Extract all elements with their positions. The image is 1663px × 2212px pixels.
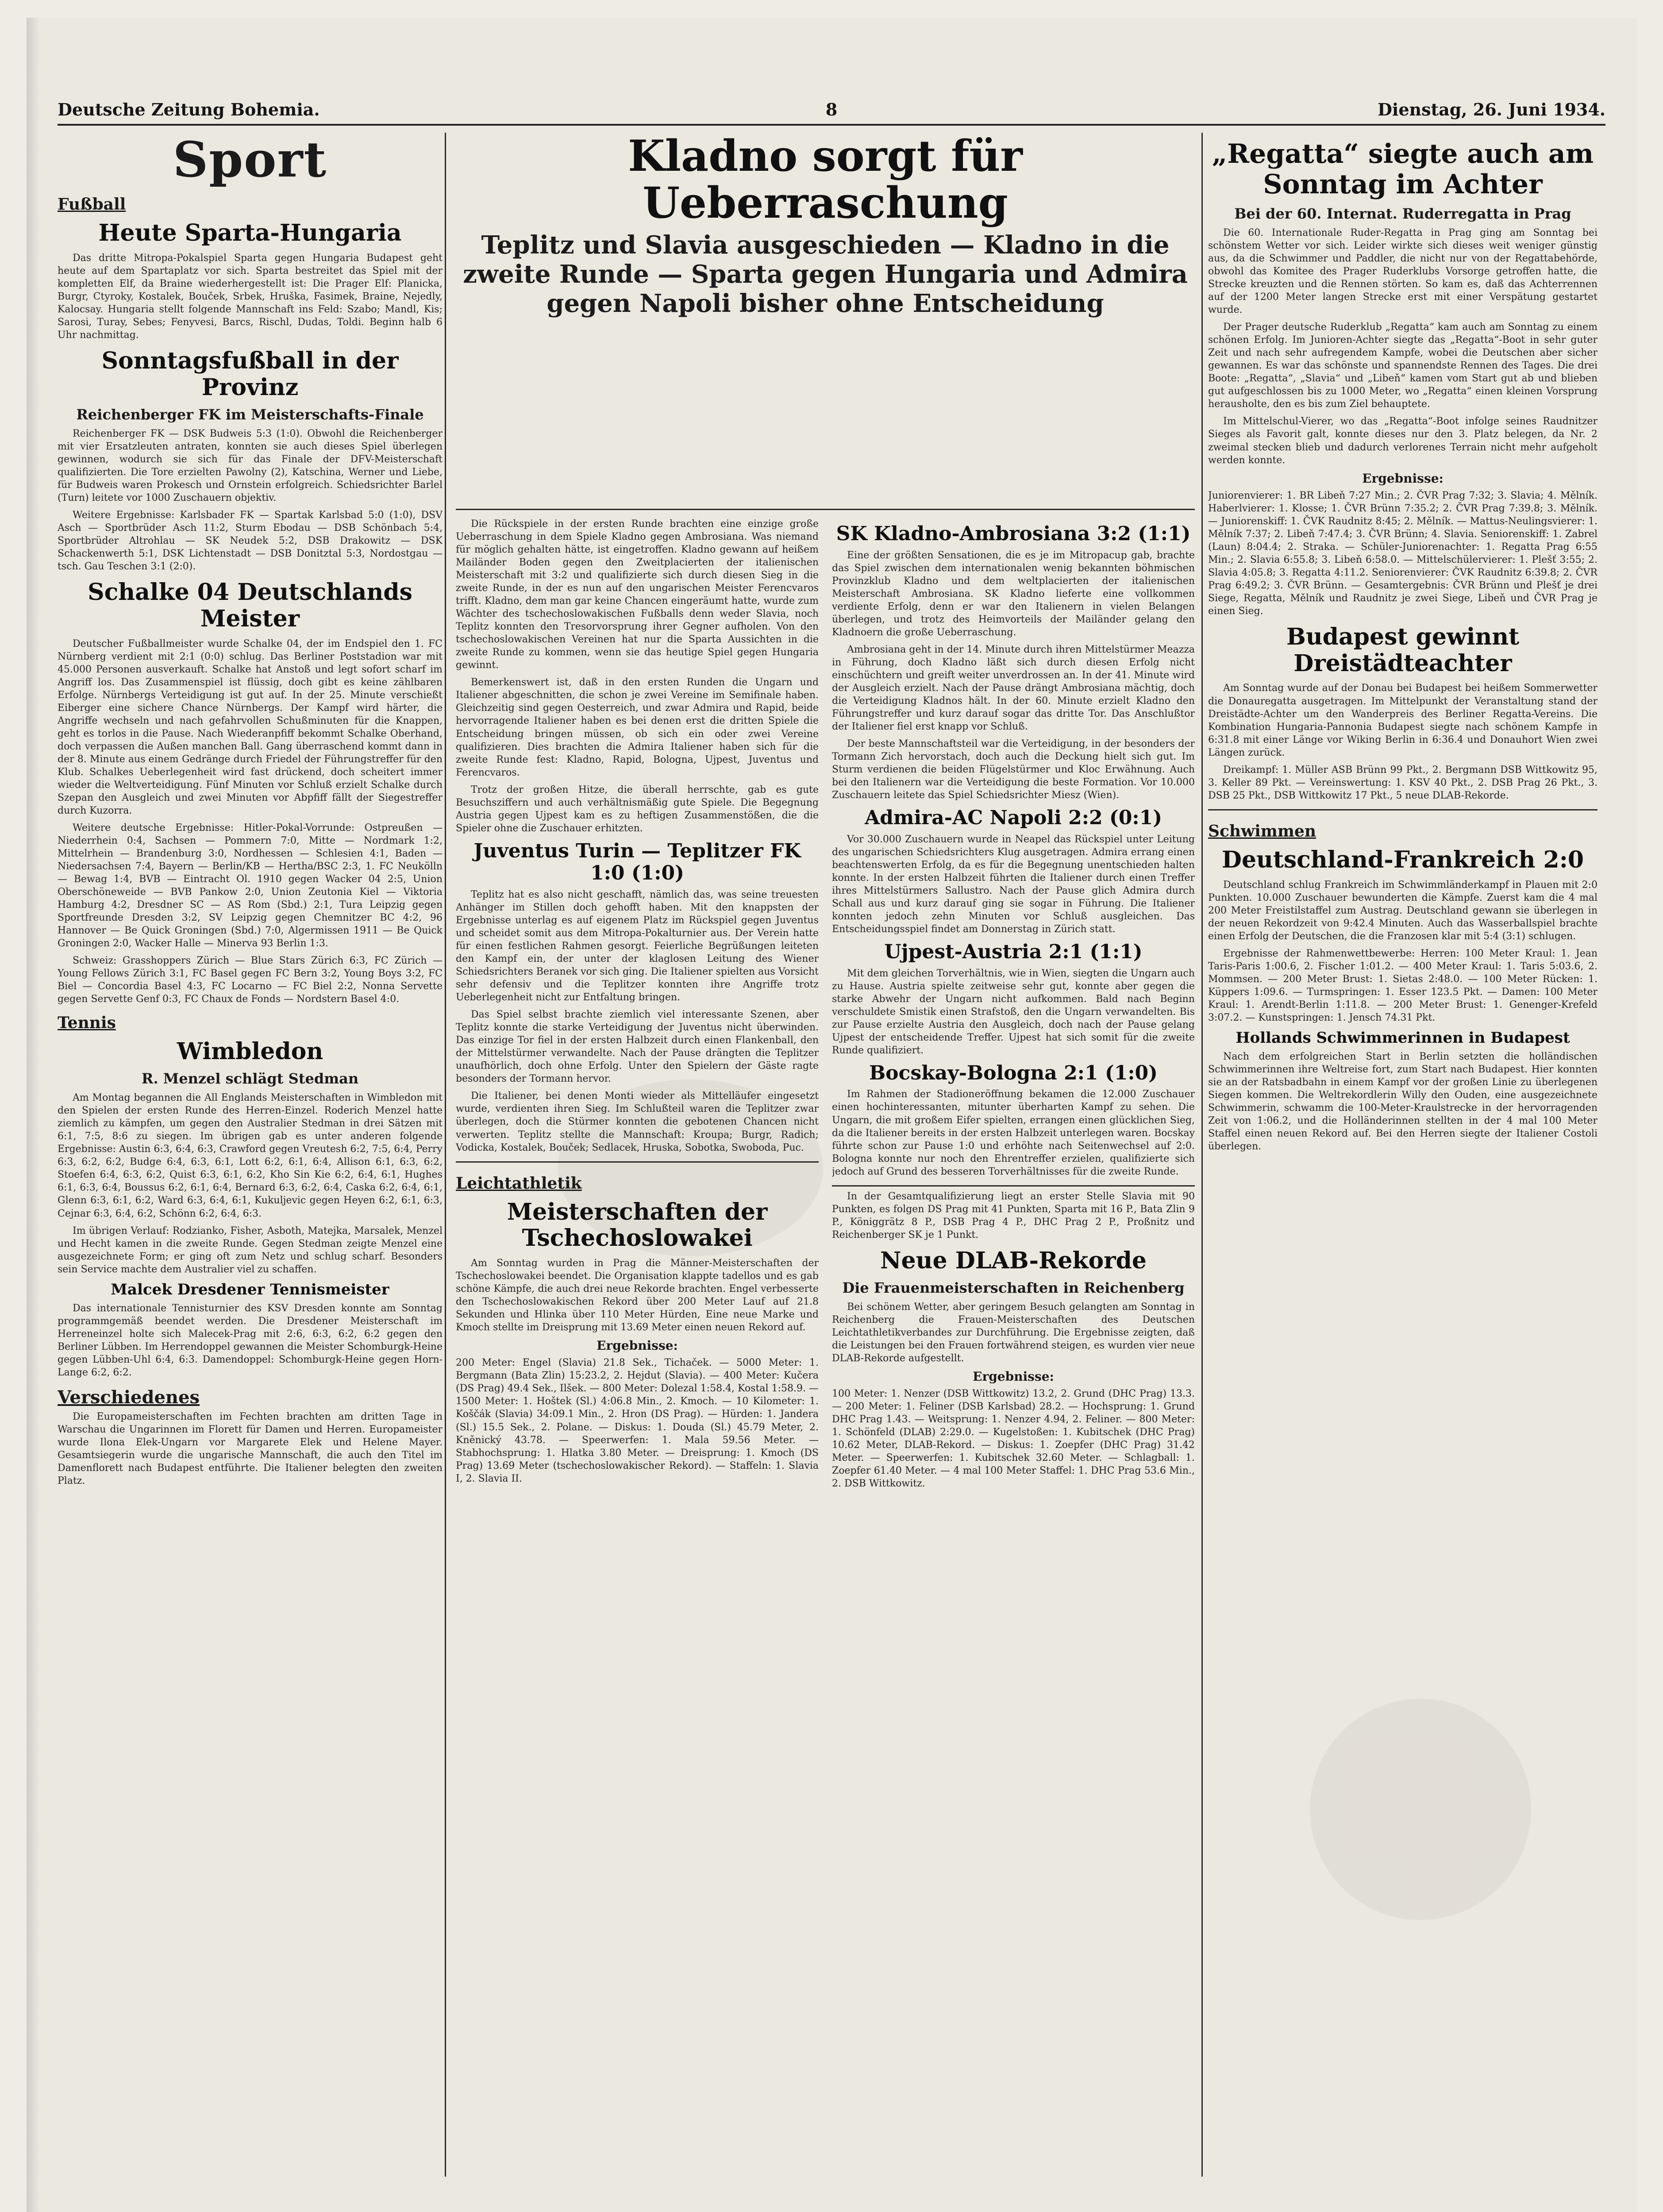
article-body: Die Italiener, bei denen Monti wieder als Mittelläufer eingesetzt wurde, verdienten ihren Sieg. Im Schlußteil waren die Teplitzer zwar überlegen, doch die Stürmer konnten die gebotenen Chancen nicht verwerten. Teplitz stellte die Mannschaft: Kroupa; Burgr, Radich; Vodicka, Kostalek, Bouček; Sedlacek, Hruska, Sobotka, Swoboda, Puc.: [456, 1091, 819, 1153]
results-label: Ergebnisse:: [1362, 471, 1444, 486]
article-body: Das internationale Tennisturnier des KSV Dresden konnte am Sonntag programmgemäß beendet werden. Die Dresdener Meisterschaft im Herreneinzel holte sich Malecek-Prag mit 2:6, 6:3, 6:2, 6:2 gegen den Berliner Lübben. Im Herrendoppel gewannen die Meister Schomburgk-Heine gegen Lübben-Uhl 6:4, 6:3. Damendoppel: Schomburgk-Heine gegen Horn-Lange 6:2, 6:2.: [58, 1302, 443, 1378]
headline-bocskay-bologna: Bocskay-Bologna 2:1 (1:0): [869, 1061, 1158, 1084]
issue-date: Dienstag, 26. Juni 1934.: [1377, 100, 1605, 119]
section-title: Sport: [173, 133, 327, 188]
article-body: Das dritte Mitropa-Pokalspiel Sparta gegen Hungaria Budapest geht heute auf dem Spartaplatz vor sich. Sparta bestreitet das Spiel mit der kompletten Elf, da Braine wiederhergestellt ist: Die Prager Elf: Planicka, Burgr, Ctyroky, Kostalek, Bouček, Srbek, Hruška, Fasimek, Braine, Nejedly, Kalocsay. Hungaria stellt folgende Mannschaft ins Feld: Szabo; Mandl, Kis; Sarosi, Turay, Sebes; Fenyvesi, Barcs, Rischl, Dudas, Toldi. Beginn halb 6 Uhr nachmittag.: [58, 252, 443, 341]
subheadline-frauenmeisterschaften: Die Frauenmeisterschaften in Reichenberg: [842, 1279, 1185, 1296]
article-body: Am Sonntag wurden in Prag die Männer-Meisterschaften der Tschechoslowakei beendet. Die Organisation klappte tadellos und es gab schöne Kämpfe, die auch drei neue Rekorde brachten. Engel verbesserte den Tschechoslowakischen Rekord über 200 Meter Lauf auf 21.8 Sekunden und Hlinka über 110 Meter Hürden, Eine neue Marke und Kmoch stellte im Dreisprung mit 13.69 Meter einen neuen Rekord auf.: [456, 1258, 819, 1333]
article-body: Nach dem erfolgreichen Start in Berlin setzten die holländischen Schwimmerinnen ihre Weltreise fort, zum Start nach Budapest. Hier konnten sie an der Ratsbadbahn in einem Kampf vor der großen Linie zu überlegenen Siegen kommen. Die Weltrekordlerin Willy den Ouden, eine ausgezeichnete Schwimmerin, schwamm die 100-Meter-Kraulstrecke in der hervorragenden Zeit von 1:06.2, und die Holländerinnen stellten in der 4 mal 100 Meter Staffel einen neuen Rekord auf. Bei den Herren siegte der Italiener Costoli überlegen.: [1208, 1051, 1598, 1152]
kicker-leichtathletik: Leichtathletik: [456, 1174, 582, 1193]
headline-sparta-hungaria: Heute Sparta-Hungaria: [98, 219, 402, 246]
article-body: Eine der größten Sensationen, die es je im Mitropacup gab, brachte das Spiel zwischen dem internationalen wenig bekannten böhmischen Provinzklub Kladno und dem weltplacierten der italienischen Meisterschaft Ambrosiana. SK Kladno lieferte eine vollkommen verdiente Erfolg, denn er war den Italienern in vielen Belangen überlegen, und trotz des Heimvorteils der Mailänder gelang den Kladnoern die große Ueberraschung.: [832, 549, 1195, 638]
results-list: Ergebnisse der Rahmenwettbewerbe: Herren: 100 Meter Kraul: 1. Jean Taris-Paris 1:00.6, 2. Fischer 1:01.2. — 400 Meter Kraul: 1. Taris 5:03.6, 2. Mommsen. — 200 Meter Brust: 1. Sietas 2:48.0. — 100 Meter Rücken: 1. Küppers 1:09.6. — Turmspringen: 1. Esser 123.5 Pkt. — Damen: 100 Meter Kraul: 1. Arendt-Berlin 1:11.8. — 200 Meter Brust: 1. Genenger-Krefeld 3:07.2. — Kunstspringen: 1. Jensch 74.31 Pkt.: [1208, 948, 1598, 1023]
lead-divider: [456, 509, 1195, 510]
article-body: Am Sonntag wurde auf der Donau bei Budapest bei heißem Sommerwetter die Donauregatta ausgetragen. Im Mittelpunkt der Veranstaltung stand der Dreistädte-Achter um den Wanderpreis des Berliner Regatta-Vereins. Die Kombination Hungaria-Pannonia Budapest siegte nach schönem Kampfe in 6:31.8 mit einer Länge vor Wiking Berlin in 6:36.4 und Donauhort Wien zwei Längen zurück.: [1208, 683, 1598, 758]
newspaper-name: Deutsche Zeitung Bohemia.: [58, 100, 320, 119]
article-body: Im Rahmen der Stadioneröffnung bekamen die 12.000 Zuschauer einen hochinteressanten, mitunter überharten Kampf zu sehen. Die Ungarn, die mit großem Eifer spielten, errangen einen glücklichen Sieg, da die Italiener bereits in der ersten Halbzeit unterlegen waren. Bocskay führte schon zur Pause 1:0 und erhöhte nach Seitenwechsel auf 2:0. Bologna konnte nur noch den Ehrentreffer erzielen, qualifizierte sich jedoch auf Grund des besseren Torverhältnisses für die zweite Runde.: [832, 1089, 1195, 1177]
headline-dlab-rekorde: Neue DLAB-Rekorde: [880, 1247, 1147, 1274]
article-body: In der Gesamtqualifizierung liegt an erster Stelle Slavia mit 90 Punkten, es folgen DS Prag mit 41 Punkten, Sparta mit 16 P., Bata Zlin 9 P., Königgrätz 8 P., DSB Prag 4 P., DHC Prag 2 P., Proßnitz und Reichenberger SK je 1 Punkt.: [832, 1190, 1195, 1240]
subheadline-menzel: R. Menzel schlägt Stedman: [141, 1070, 359, 1087]
column-right: [1208, 133, 1598, 2177]
article-body: Am Montag begannen die All Englands Meisterschaften in Wimbledon mit den Spielen der ersten Runde des Herren-Einzel. Roderich Menzel hatte ziemlich zu kämpfen, um gegen den Australier Stedman in drei Sätzen mit 6:1, 7:5, 8:6 zu siegen. Im übrigen gab es unter anderen folgende Ergebnisse: Austin 6:3, 6:4, 6:3, Crawford gegen Vreutesh 6:2, 7:5, 6:4, Perry 6:3, 6:2, 6:2, Budge 6:4, 6:3, 6:1, Lott 6:2, 6:1, 6:4, Allison 6:1, 6:3, 6:2, Stoefen 6:4, 6:3, 6:2, Quist 6:3, 6:1, 6:2, Kho Sin Kie 6:2, 6:4, 6:1, Hughes 6:1, 6:3, 6:4, Boussus 6:2, 6:1, 6:4, Bernard 6:3, 6:2, 6:4, Caska 6:2, 6:4, 6:1, Glenn 6:3, 6:1, 6:2, Ward 6:3, 6:4, 6:1, Kukuljevic gegen Heyen 6:2, 6:1, 6:3, Cejnar 6:3, 6:4, 6:2, Schönn 6:2, 6:4, 6:3.: [58, 1092, 443, 1219]
main-headline: Kladno sorgt für Ueberraschung: [628, 133, 1023, 228]
article-body: Die Europameisterschaften im Fechten brachten am dritten Tage in Warschau die Ungarinnen im Florett für Damen und Herren. Europameister wurde Ilona Elek-Ungarn vor Margarete Elek und Helene Mayer. Gesamtsiegerin wurde die ungarische Mannschaft, die auch den Titel im Damenflorett nach Budapest entführte. Die Italiener belegten den zweiten Platz.: [58, 1411, 443, 1487]
article-body: Ambrosiana geht in der 14. Minute durch ihren Mittelstürmer Meazza in Führung, doch Kladno läßt sich durch diesen Erfolg nicht einschüchtern und greift weiter unverdrossen an. In der 41. Minute wird der Ausgleich erzielt. Nach der Pause drängt Ambrosiana mächtig, doch die Verteidigung Kladnos hält. In der 60. Minute erzielt Kladno den Führungstreffer und kurz darauf sogar das dritte Tor. Das Anschlußtor der Italiener fiel erst knapp vor Schluß.: [832, 644, 1195, 732]
article-body: Vor 30.000 Zuschauern wurde in Neapel das Rückspiel unter Leitung des ungarischen Schiedsrichters Klug ausgetragen. Admira errang einen beachtenswerten Erfolg, da es für die Begegnung unentschieden halten konnte. In der ersten Halbzeit führten die Italiener durch einen Treffer ihres Mittelstürmers Sallustro. Nach der Pause glich Admira durch Schall aus und kurz darauf ging sie sogar in Führung. Die Italiener konnten jedoch zehn Minuten vor Schluß ausgleichen. Das Entscheidungsspiel findet am Donnerstag in Zürich statt.: [832, 833, 1195, 935]
results-list: Juniorenvierer: 1. BR Libeň 7:27 Min.; 2. ČVR Prag 7:32; 3. Slavia; 4. Mělník. Haberlvierer: 1. Klosse; 1. ČVR Brünn 7:35.2; 2. ČVR Prag 7:39.8; 3. Mělník. — Juniorenskiff: 1. ČVK Raudnitz 8:45; 2. Mělník. — Mattus-Neulingsvierer: 1. Mělník 7:37; 2. Libeň 7:47.4; 3. ČVR Brünn; 4. Slavia. Seniorenskiff: 1. Zabrel (Laun) 8:04.4; 2. Straka. — Schüler-Juniorenachter: 1. Regatta Prag 6:55 Min.; 2. Slavia 6:55.8; 3. Libeň 6:58.0. — Mittelschülervierer: 1. Plešť 3:55; 2. Slavia 4:05.8; 3. Regatta 4:11.2. Seniorenvierer: ČVK Raudnitz 6:39.8; 2. ČVR Prag 6:49.2; 3. ČVR Brünn. — Gesamtergebnis: ČVR Brünn und Plešť je drei Siege, Regatta, Mělník und Raudnitz je zwei Siege, Libeň und ČVR Prag je einen Sieg.: [1208, 490, 1598, 617]
column-left: [58, 133, 443, 2177]
headline-kladno-ambrosiana: SK Kladno-Ambrosiana 3:2 (1:1): [836, 522, 1191, 545]
article-body: Teplitz hat es also nicht geschafft, nämlich das, was seine treuesten Anhänger im Stillen doch gehofft haben. Mit den knappsten der Ergebnisse unterlag es auf eigenem Platz im Rückspiel gegen Juventus und scheidet somit aus dem Mitropa-Pokalturnier aus. Der Verein hatte für einen festlichen Rahmen gesorgt. Feierliche Begrüßungen leiteten den Kampf ein, der unter der klaglosen Leitung des Wiener Schiedsrichters Beranek vor sich ging. Die Italiener spielten aus Vorsicht sehr defensiv und die Teplitzer konnten ihre Angriffe trotz Ueberlegenheit nicht zur Entfaltung bringen.: [456, 889, 819, 1003]
page-number: 8: [825, 100, 838, 119]
article-body: Mit dem gleichen Torverhältnis, wie in Wien, siegten die Ungarn auch zu Hause. Austria spielte zeitweise sehr gut, konnte aber gegen die starke Abwehr der Ungarn nicht aufkommen. Bald nach Beginn verschuldete Smistik einen Strafstoß, den die Ungarn verwandelten. Bis zur Pause erzielte Austria den Ausgleich, doch nach der Pause gelang Ujpest der entscheidende Treffer. Ujpest hat sich somit für die zweite Runde qualifiziert.: [832, 968, 1195, 1056]
article-body: Deutschland schlug Frankreich im Schwimmländerkampf in Plauen mit 2:0 Punkten. 10.000 Zuschauer bewunderten die Kämpfe. Zuerst kam die 4 mal 200 Meter Freistilstaffel zum Austrag. Deutschland gewann sie überlegen in der neuen Rekordzeit von 9:42.4 Minuten. Auch das Wasserballspiel brachte einen Erfolg der Deutschen, die die Franzosen klar mit 5:4 (3:1) schlugen.: [1208, 879, 1598, 942]
headline-provinz: Sonntagsfußball in der Provinz: [101, 347, 399, 401]
kicker-tennis: Tennis: [58, 1014, 116, 1033]
article-body: Die Rückspiele in der ersten Runde brachten eine einzige große Ueberraschung in dem Spiele Kladno gegen Ambrosiana. Was niemand für möglich gehalten hätte, ist eingetroffen. Kladno gewann auf heißem Mailänder Boden gegen den Zweitplacierten der italienischen Meisterschaft mit 3:2 und qualifizierte sich durch diesen Sieg in die zweite Runde, in der es nun auf den ungarischen Meister Ferencvaros trifft. Kladno, dem man gar keine Chancen eingeräumt hatte, wurde zum Wächter des tschechoslowakischen Fußballs denn weder Slavia, noch Teplitz konnten den Tresorvorsprung ihrer Gegner aufholen. Von den tschechoslowakischen Vereinen hat nur die Sparta Aussichten in die zweite Runde zu kommen, wenn sie das heutige Spiel gegen Hungaria gewinnt.: [456, 518, 819, 671]
page-edge-shadow: [27, 18, 40, 2212]
running-head: [58, 93, 1605, 126]
article-body: Die 60. Internationale Ruder-Regatta in Prag ging am Sonntag bei schönstem Wetter vor sich. Leider wirkte sich dieses weit weniger günstig aus, da die Schwimmer und Paddler, die nicht nur von der Regattabehörde, obwohl das Komitee des Prager Ruderklubs Vorsorge getroffen hatte, die Strecke kreuzten und die Rennen störten. So kam es, daß das Achterrennen auf der 1200 Meter langen Strecke erst mit einer Verspätung gestartet wurde.: [1208, 227, 1598, 316]
column-center-right: [832, 518, 1195, 2177]
kicker-schwimmen: Schwimmen: [1208, 822, 1317, 841]
headline-schalke: Schalke 04 Deutschlands Meister: [88, 578, 412, 632]
headline-admira-napoli: Admira-AC Napoli 2:2 (0:1): [864, 806, 1163, 830]
article-body: Das Spiel selbst brachte ziemlich viel interessante Szenen, aber Teplitz konnte die starke Verteidigung der Juventus nicht überwinden. Das einzige Tor fiel in der ersten Halbzeit durch einen Flankenball, den der Mittelstürmer verwandelte. Nach der Pause drängten die Teplitzer unaufhörlich, doch ohne Erfolg. Unter den Spielern der Gäste ragte besonders der Tormann hervor.: [456, 1009, 819, 1085]
results-list: 200 Meter: Engel (Slavia) 21.8 Sek., Tichaček. — 5000 Meter: 1. Bergmann (Bata Zlin) 15:23.2, 2. Hejdut (Slavia). — 400 Meter: Kučera (DS Prag) 49.4 Sek., Ilšek. — 800 Meter: Dolezal 1:58.4, Kostal 1:58.9. — 1500 Meter: 1. Hoštek (Sl.) 4:06.8 Min., 2. Kmoch. — 10 Kilometer: 1. Koščák (Slavia) 34:09.1 Min., 2. Hron (DS Prag). — Hürden: 1. Jandera (Sl.) 15.5 Sek., 2. Polane. — Diskus: 1. Douda (Sl.) 45.79 Meter, 2. Kněnický 43.78. — Speerwerfen: 1. Mala 59.56 Meter. — Stabhochsprung: 1. Hlatka 3.80 Meter. — Dreisprung: 1. Kmoch (DS Prag) 13.69 Meter (tschechoslowakischer Rekord). — Staffeln: 1. Slavia I, 2. Slavia II.: [456, 1357, 819, 1484]
headline-regatta: „Regatta“ siegte auch am Sonntag im Achter: [1212, 138, 1594, 200]
results-label: Ergebnisse:: [973, 1369, 1054, 1384]
headline-ujpest-austria: Ujpest-Austria 2:1 (1:1): [884, 941, 1143, 964]
results-list: 100 Meter: 1. Nenzer (DSB Wittkowitz) 13.2, 2. Grund (DHC Prag) 13.3. — 200 Meter: 1. Feliner (DSB Karlsbad) 28.2. — Hochsprung: 1. Grund DHC Prag 1.43. — Weitsprung: 1. Nenzer 4.94, 2. Feliner. — 800 Meter: 1. Schönfeld (DLAB) 2:29.0. — Kugelstoßen: 1. Kubitschek (DHC Prag) 10.62 Meter, DLAB-Rekord. — Diskus: 1. Zoepfer (DHC Prag) 31.42 Meter. — Speerwerfen: 1. Kubitschek 32.60 Meter. — Schlagball: 1. Zoepfer 61.40 Meter. — 4 mal 100 Meter Staffel: 1. DHC Prag 53.6 Min., 2. DSB Wittkowitz.: [832, 1388, 1195, 1489]
results-label: Ergebnisse:: [597, 1338, 678, 1353]
lead-story-header: [456, 133, 1195, 513]
headline-verschiedenes: Verschiedenes: [58, 1386, 200, 1408]
article-body: Im Mittelschul-Vierer, wo das „Regatta“-Boot infolge seines Raudnitzer Sieges als Favorit galt, konnte dieses nur den 3. Platz belegen, da Nr. 2 zweimal stecken blieb und dadurch verlorenes Terrain nicht mehr aufgeholt werden konnte.: [1208, 416, 1598, 466]
article-body: Bemerkenswert ist, daß in den ersten Runden die Ungarn und Italiener abgeschnitten, die schon je zwei Vereine im Semifinale haben. Gleichzeitig sind gegen Oesterreich, und zwar Admira und Rapid, beide hervorragende Italiener haben es bei denen erst die dritten Spiele die Entscheidung bringen müssen, ob sich ein oder zwei Vereine qualifizieren. Dies brachten die Admira Italiener haben sich für die zweite Runde fest: Kladno, Rapid, Bologna, Ujpest, Juventus und Ferencvaros.: [456, 677, 819, 778]
column-rule: [1201, 133, 1203, 2177]
article-body: Deutscher Fußballmeister wurde Schalke 04, der im Endspiel den 1. FC Nürnberg verdient mit 2:1 (0:0) schlug. Das Berliner Poststadion war mit 45.000 Personen ausverkauft. Schalke hat Anstoß und legt sofort scharf im Angriff los. Das Zusammenspiel ist flüssig, doch gibt es keine zählbaren Erfolge. Nürnbergs Verteidigung ist gut auf. In der 25. Minute verschießt Eiberger eine sichere Chance Nürnbergs. Der Kampf wird härter, die Angriffe wechseln und nach gefahrvollen Schußminuten für die Knappen, geht es torlos in die Pause. Nach Wiederanpfiff bekommt Schalke Oberhand, doch verpassen die Außen manchen Ball. Gang überraschend kommt dann in der 8. Minute aus einem Gedränge durch Friedel der Führungstreffer für den Klub. Schalkes Ueberlegenheit wird fast drückend, doch scheitert immer wieder die Weltverteidigung. Fünf Minuten vor Schluß erzielt Schalke durch Szepan den Ausgleich und zwei Minuten vor Abpfiff fällt der Siegestreffer durch Kuzorra.: [58, 638, 443, 816]
headline-wimbledon: Wimbledon: [177, 1038, 323, 1065]
headline-budapest-dreistaedte: Budapest gewinnt Dreistädteachter: [1286, 623, 1520, 677]
article-body: Im übrigen Verlauf: Rodzianko, Fisher, Asboth, Matejka, Marsalek, Menzel und Hecht kamen in die zweite Runde. Gegen Stedman zeigte Menzel eine ausgezeichnete Form; er ging oft zum Netz und schlug scharf. Besonders sein Service machte dem Australier viel zu schaffen.: [58, 1225, 443, 1275]
kicker-fussball: Fußball: [58, 195, 126, 214]
subheadline-ruderregatta: Bei der 60. Internat. Ruderregatta in Prag: [1234, 205, 1571, 222]
column-rule: [445, 133, 446, 2177]
subheadline-reichenberger: Reichenberger FK im Meisterschafts-Finale: [76, 406, 424, 423]
article-body: Trotz der großen Hitze, die überall herrschte, gab es gute Besuchsziffern und auch verhältnismäßig gute Spiele. Die Begegnung Austria gegen Ujpest kam es zu heftigen Zusammenstößen, die die Spieler ohne die Zuschauer erhitzten.: [456, 784, 819, 834]
headline-deutschland-frankreich: Deutschland-Frankreich 2:0: [1221, 846, 1584, 873]
results-list: Dreikampf: 1. Müller ASB Brünn 99 Pkt., 2. Bergmann DSB Wittkowitz 95, 3. Keller 89 Pkt. — Vereinswertung: 1. KSV 40 Pkt., 2. DSB Prag 26 Pkt., 3. DSB 25 Pkt., DSB Wittkowitz 17 Pkt., 5 neue DLAB-Rekorde.: [1208, 764, 1598, 801]
article-body: Weitere Ergebnisse: Karlsbader FK — Spartak Karlsbad 5:0 (1:0), DSV Asch — Sportbrüder Asch 11:2, Sturm Ebodau — DSB Schönbach 5:4, Sportbrüder Altrohlau — SK Neudek 5:2, DSB Drakowitz — DSK Schackenwerth 5:1, DSK Lichtenstadt — DSB Donitztal 5:3, Nordostgau — tsch. Gau Teschen 3:1 (2:0).: [58, 509, 443, 572]
headline-malcek: Malcek Dresdener Tennismeister: [111, 1280, 389, 1298]
article-body: Bei schönem Wetter, aber geringem Besuch gelangten am Sonntag in Reichenberg die Frauen-Meisterschaften des Deutschen Leichtathletikverbandes zur Durchführung. Die Ergebnisse zeigten, daß die Leistungen bei den Frauen fortwährend steigen, es wurden vier neue DLAB-Rekorde aufgestellt.: [832, 1301, 1195, 1364]
article-body: Der beste Mannschaftsteil war die Verteidigung, in der besonders der Tormann Zich hervorstach, doch auch die Deckung hielt sich gut. Im Sturm verdienen die beiden Flügelstürmer und Kloc Erwähnung. Auch bei den Italienern war die Verteidigung die beste Formation. Vor 10.000 Zuschauern leitete das Spiel Schiedsrichter Miesz (Wien).: [832, 738, 1195, 801]
column-center-left: [456, 518, 819, 2177]
article-body: Schweiz: Grasshoppers Zürich — Blue Stars Zürich 6:3, FC Zürich — Young Fellows Zürich 3:1, FC Basel gegen FC Bern 3:2, Young Boys 3:2, FC Biel — Concordia Basel 4:3, FC Locarno — FC Biel 2:2, Nonna Servette gegen Servette Genf 0:3, FC Chaux de Fonds — Nordstern Basel 4:0.: [58, 955, 443, 1005]
article-body: Reichenberger FK — DSK Budweis 5:3 (1:0). Obwohl die Reichenberger mit vier Ersatzleuten antraten, konnten sie auch dieses Spiel überlegen gewinnen, wodurch sie sich für das Finale der DFV-Meisterschaft qualifizierten. Die Tore erzielten Pawolny (2), Katschina, Werner und Liebe, für Budweis waren Prokesch und Ornstein erfolgreich. Schiedsrichter Barlel (Turn) leitete vor 1000 Zuschauern objektiv.: [58, 428, 443, 503]
headline-hollands-schwimmerinnen: Hollands Schwimmerinnen in Budapest: [1236, 1029, 1570, 1047]
main-subheadline: Teplitz und Slavia ausgeschieden — Kladno in die zweite Runde — Sparta gegen Hungaria und Admira gegen Napoli bisher ohne Entscheidung: [463, 230, 1188, 319]
article-body: Weitere deutsche Ergebnisse: Hitler-Pokal-Vorrunde: Ostpreußen — Niederrhein 0:4, Sachsen — Pommern 7:0, Mitte — Nordmark 1:2, Mittelrhein — Brandenburg 3:0, Nordhessen — Schlesien 4:1, Baden — Niedersachsen 7:4, Bayern — Berlin/KB — Hertha/BSC 2:3, 1. FC Neukölln — Bewag 1:4, BVB — Eintracht Ol. 1910 gegen Wacker 04 2:5, Union Oberschöneweide — BVB Pankow 2:0, Union Zeutonia Kiel — Viktoria Hamburg 4:2, Dresdner SC — AS Rom (Sbd.) 2:1, Tura Leipzig gegen Sportfreunde Dresden 3:2, SV Leipzig gegen Chemnitzer BC 4:2, 96 Hannover — Be Quick Groningen (Sbd.) 7:0, Algermissen 1911 — Be Quick Groningen 2:0, Wacker Halle — Minerva 93 Berlin 1:3.: [58, 822, 443, 949]
headline-juventus-teplitz: Juventus Turin — Teplitzer FK 1:0 (1:0): [473, 839, 801, 885]
article-body: Der Prager deutsche Ruderklub „Regatta“ kam auch am Sonntag zu einem schönen Erfolg. Im Junioren-Achter siegte das „Regatta“-Boot in sehr guter Zeit und nach sehr aufregendem Kampfe, wobei die Deutschen aber sicher gewannen. Es war das schönste und spannendste Rennen des Tages. Die drei Boote: „Regatta“, „Slavia“ und „Libeň“ kamen vom Start gut ab und blieben gut aufgeschlossen bis zu 1000 Meter, wo „Regatta“ einen kleinen Vorsprung herausholte, den es bis zum Ziel behauptete.: [1208, 322, 1598, 410]
headline-meisterschaften: Meisterschaften der Tschechoslowakei: [507, 1198, 768, 1252]
